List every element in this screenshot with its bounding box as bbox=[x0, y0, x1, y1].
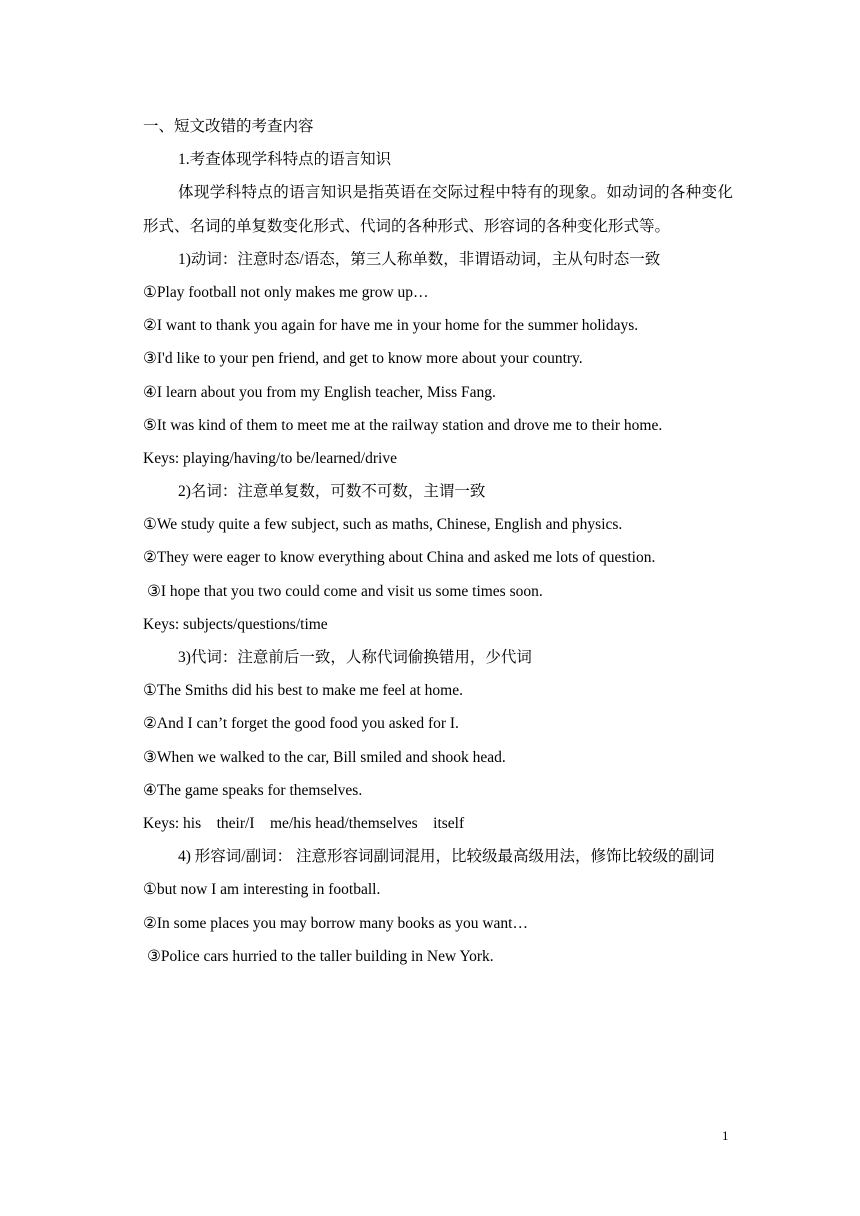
nouns-keys: Keys: subjects/questions/time bbox=[143, 615, 328, 633]
subsection-title: 1.考查体现学科特点的语言知识 bbox=[178, 151, 392, 169]
pronoun-example-3: ③When we walked to the car, Bill smiled and shook head. bbox=[143, 748, 506, 766]
pronoun-example-4: ④The game speaks for themselves. bbox=[143, 781, 363, 799]
section-title: 一、短文改错的考查内容 bbox=[143, 118, 314, 135]
verbs-keys: Keys: playing/having/to be/learned/drive bbox=[143, 449, 397, 467]
noun-example-3: ③I hope that you two could come and visit us some times soon. bbox=[147, 582, 543, 600]
noun-example-1: ①We study quite a few subject, such as maths, Chinese, English and physics. bbox=[143, 516, 623, 534]
pronoun-example-1: ①The Smiths did his best to make me feel at home. bbox=[143, 682, 463, 700]
pronouns-heading: 3)代词：注意前后一致，人称代词偷换错用，少代词 bbox=[178, 649, 532, 667]
intro-paragraph: 体现学科特点的语言知识是指英语在交际过程中特有的现象。如动词的各种变化形式、名词的单复数变化形式、代词的各种形式、形容词的各种变化形式等。 bbox=[143, 184, 733, 235]
verb-example-1: ①Play football not only makes me grow up… bbox=[143, 283, 429, 301]
adjectives-heading: 4) 形容词/副词： 注意形容词副词混用，比较级最高级用法，修饰比较级的副词 bbox=[178, 848, 715, 866]
verbs-heading: 1)动词：注意时态/语态，第三人称单数，非谓语动词，主从句时态一致 bbox=[178, 250, 661, 268]
adjective-example-1: ①but now I am interesting in football. bbox=[143, 881, 381, 899]
nouns-heading: 2)名词：注意单复数，可数不可数，主谓一致 bbox=[178, 483, 486, 501]
page-number: 1 bbox=[722, 1128, 729, 1143]
verb-example-5: ⑤It was kind of them to meet me at the railway station and drove me to their home. bbox=[143, 416, 663, 434]
verb-example-4: ④I learn about you from my English teacher, Miss Fang. bbox=[143, 383, 496, 401]
pronouns-keys: Keys: his their/I me/his head/themselves itself bbox=[143, 815, 465, 832]
page-content bbox=[143, 110, 733, 973]
verb-example-2: ②I want to thank you again for have me in your home for the summer holidays. bbox=[143, 317, 639, 335]
adjective-example-3: ③Police cars hurried to the taller building in New York. bbox=[147, 947, 494, 965]
verb-example-3: ③I'd like to your pen friend, and get to know more about your country. bbox=[143, 350, 583, 368]
pronoun-example-2: ②And I can’t forget the good food you asked for I. bbox=[143, 715, 459, 733]
noun-example-2: ②They were eager to know everything about China and asked me lots of question. bbox=[143, 549, 656, 567]
adjective-example-2: ②In some places you may borrow many books as you want… bbox=[143, 914, 528, 932]
